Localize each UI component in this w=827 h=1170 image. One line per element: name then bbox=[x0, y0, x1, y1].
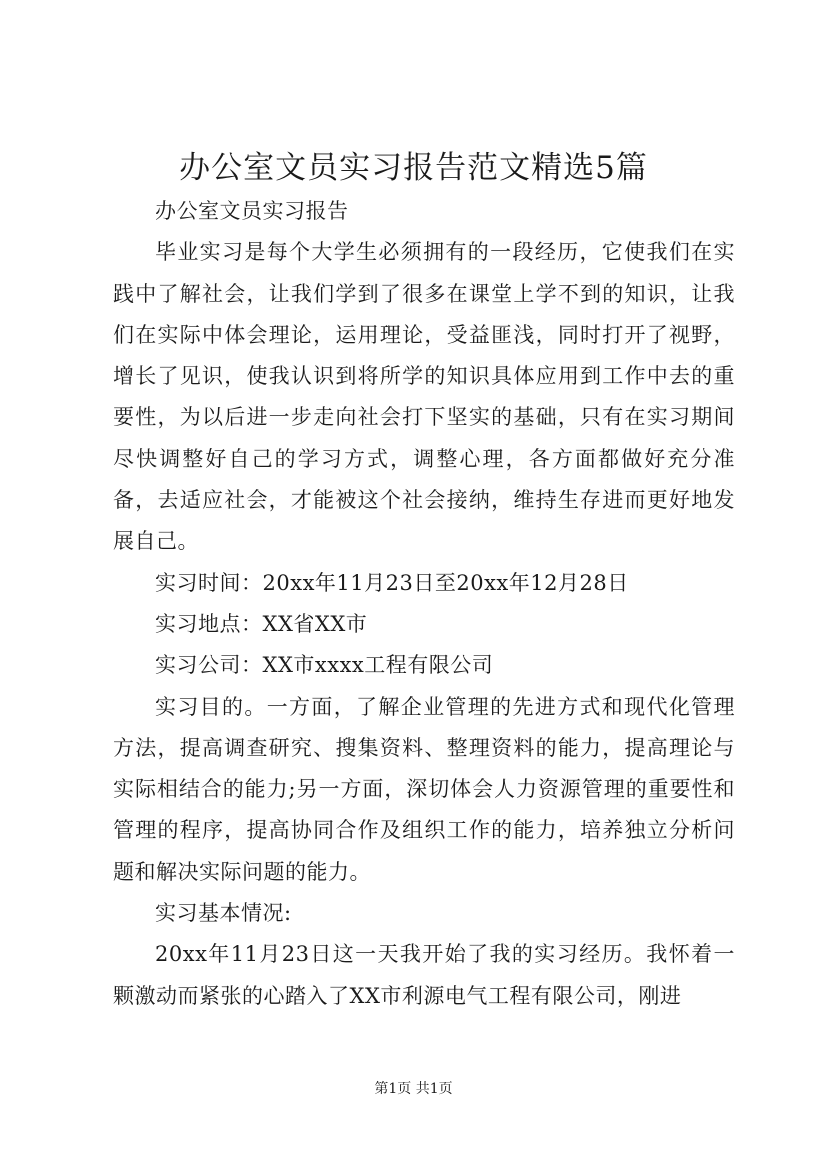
paragraph-basic-situation-heading: 实习基本情况: bbox=[155, 901, 292, 926]
paragraph-basic-situation: 20xx年11月23日这一天我开始了我的实习经历。我怀着一颗激动而紧张的心踏入了XX市利源电气工程有限公司，刚进 bbox=[113, 942, 735, 1008]
paragraph-internship-location: 实习地点：XX省XX市 bbox=[155, 611, 368, 636]
paragraph-internship-company: 实习公司：XX市xxxx工程有限公司 bbox=[155, 653, 494, 678]
paragraph-intro: 毕业实习是每个大学生必须拥有的一段经历，它使我们在实践中了解社会，让我们学到了很多在课堂上学不到的知识，让我们在实际中体会理论，运用理论，受益匪浅，同时打开了视野，增长了见识，使我认识到将所学的知识具体应用到工作中去的重要性，为以后进一步走向社会打下坚实的基础，只有在实习期间尽快调整好自己的学习方式，调整心理，各方面都做好充分准备，去适应社会，才能被这个社会接纳，维持生存进而更好地发展自己。 bbox=[113, 240, 735, 554]
paragraph-subtitle: 办公室文员实习报告 bbox=[155, 199, 349, 223]
paragraph-internship-purpose: 实习目的。一方面，了解企业管理的先进方式和现代化管理方法，提高调查研究、搜集资料、整理资料的能力，提高理论与实际相结合的能力;另一方面，深切体会人力资源管理的重要性和管理的程序，提高协同合作及组织工作的能力，培养独立分析问题和解决实际问题的能力。 bbox=[113, 694, 735, 884]
document-body bbox=[113, 191, 735, 1017]
page-footer: 第1页 共1页 bbox=[374, 1081, 453, 1097]
document-title: 办公室文员实习报告范文精选5篇 bbox=[179, 150, 648, 186]
paragraph-internship-time: 实习时间：20xx年11月23日至20xx年12月28日 bbox=[155, 570, 629, 595]
